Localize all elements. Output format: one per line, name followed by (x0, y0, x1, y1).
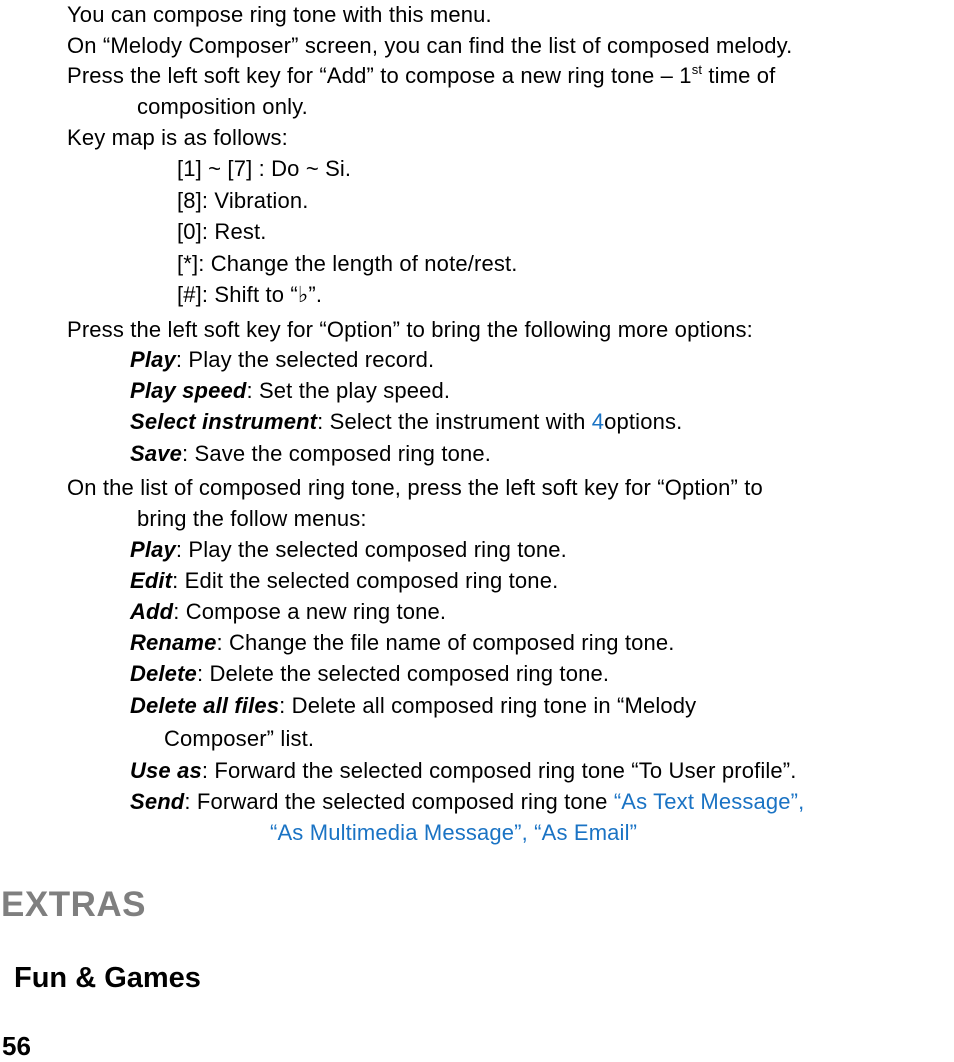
intro-text: Press the left soft key for “Add” to compose a new ring tone – 1 (67, 63, 692, 88)
intro-line: On “Melody Composer” screen, you can find the list of composed melody. (67, 33, 793, 58)
list-term: Send (130, 789, 185, 814)
keymap-item: [0]: Rest. (177, 219, 267, 244)
option-desc: : Set the play speed. (246, 378, 451, 403)
option-desc: options. (604, 409, 683, 434)
section-heading: EXTRAS (1, 885, 146, 924)
list-term: Edit (130, 568, 173, 593)
list-desc: : Edit the selected composed ring tone. (172, 568, 559, 593)
option-term: Select instrument (130, 409, 318, 434)
intro-line: You can compose ring tone with this menu. (67, 2, 492, 27)
keymap-item: [#]: Shift to “♭”. (177, 282, 323, 307)
list-menu-intro: bring the follow menus: (137, 506, 367, 531)
list-desc: : Compose a new ring tone. (173, 599, 447, 624)
option-item (130, 378, 450, 404)
list-term: Delete all files (130, 693, 280, 718)
option-term: Play speed (130, 378, 247, 403)
option-item (130, 441, 491, 467)
subsection-heading: Fun & Games (14, 962, 201, 994)
list-term: Rename (130, 630, 217, 655)
list-term: Play (130, 537, 176, 562)
option-menu-intro: Press the left soft key for “Option” to bring the following more options: (67, 317, 753, 342)
list-term: Use as (130, 758, 202, 783)
list-item (130, 758, 797, 784)
option-count: 4 (591, 409, 605, 434)
list-menu-intro: On the list of composed ring tone, press the left soft key for “Option” to (67, 475, 763, 500)
list-term: Add (130, 599, 174, 624)
list-desc-continuation: Composer” list. (164, 726, 315, 751)
option-term: Play (130, 347, 176, 372)
intro-text: time of (702, 63, 776, 88)
list-item (130, 789, 804, 815)
list-item (130, 693, 696, 719)
list-desc: : Change the file name of composed ring tone. (216, 630, 675, 655)
send-option-link: “As Text Message”, (613, 789, 805, 814)
list-item (130, 661, 609, 687)
intro-line (67, 63, 775, 89)
option-item (130, 409, 682, 435)
intro-line: composition only. (137, 94, 308, 119)
option-item (130, 347, 434, 373)
list-item (130, 537, 567, 563)
option-desc: : Select the instrument with (317, 409, 592, 434)
list-term: Delete (130, 661, 197, 686)
keymap-item: [*]: Change the length of note/rest. (177, 251, 518, 276)
list-item (130, 630, 675, 656)
option-term: Save (130, 441, 182, 466)
list-desc: : Delete all composed ring tone in “Melody (279, 693, 697, 718)
keymap-title: Key map is as follows: (67, 125, 288, 150)
list-item (130, 599, 446, 625)
option-desc: : Play the selected record. (175, 347, 435, 372)
send-option-link: “As Multimedia Message”, “As Email” (270, 820, 638, 845)
list-desc: : Play the selected composed ring tone. (175, 537, 567, 562)
list-item (130, 568, 558, 594)
keymap-item: [1] ~ [7] : Do ~ Si. (177, 156, 352, 181)
list-desc: : Forward the selected composed ring tone “To User profile”. (201, 758, 797, 783)
list-desc: : Delete the selected composed ring tone. (196, 661, 610, 686)
option-desc: : Save the composed ring tone. (181, 441, 492, 466)
keymap-item: [8]: Vibration. (177, 188, 309, 213)
list-desc: : Forward the selected composed ring tone (184, 789, 614, 814)
ordinal-suffix: st (691, 62, 703, 77)
page-number: 56 (2, 1031, 31, 1061)
